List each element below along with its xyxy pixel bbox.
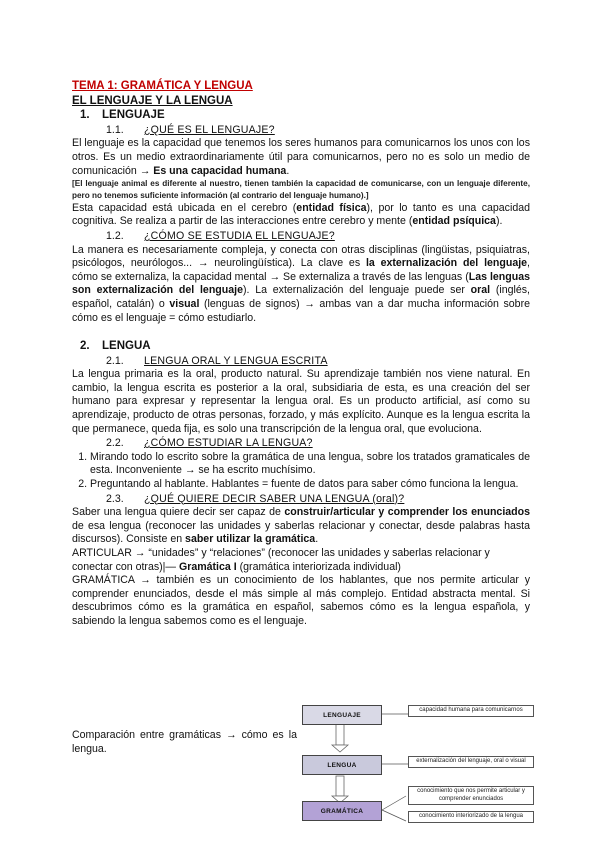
subsection-2-3 <box>72 493 530 507</box>
methods-list <box>72 451 530 492</box>
subsection-1-2 <box>72 230 530 244</box>
section-number: 1. <box>80 109 90 122</box>
lengua-note: externalización del lenguaje, oral o visual <box>408 756 534 768</box>
gramatica-note-1: conocimiento que nos permite articular y comprender enunciados <box>408 786 534 805</box>
subsection-number: 1.2. <box>106 229 124 242</box>
paragraph: La manera es necesariamente compleja, y conecta con otras disciplinas (lingüistas, psiquiatras, psicólogos, neurólogos... → neurolingüística). La clave es la externalización del lenguaje, cómo se externaliza, la capacidad mental → Se externaliza a través de las lenguas (Las lenguas son externalización del lenguaje). La externalización del lenguaje puede ser oral (inglés, español, catalán) o visual (lenguas de signos) → ambas van a dar mucha información sobre cómo es el lenguaje = cómo estudiarlo. <box>72 243 530 324</box>
subsection-title: ¿QUÉ QUIERE DECIR SABER UNA LENGUA (oral)? <box>144 492 405 505</box>
subsection-1-1 <box>72 124 530 138</box>
gramatica-box: GRAMÁTICA <box>302 801 382 821</box>
subsection-number: 2.3. <box>106 492 124 505</box>
subsection-2-2 <box>72 437 530 451</box>
section-2-heading <box>72 340 530 354</box>
paragraph: El lenguaje es la capacidad que tenemos los seres humanos para comunicarnos los unos con los otros. Es un medio extraordinariamente útil para comunicarnos, pero no es solo un medio de comunicación → Es una capacidad humana. <box>72 137 530 177</box>
section-number: 2. <box>80 340 90 353</box>
list-item: 1. Mirando todo lo escrito sobre la gramática de una lengua, sobre los tratados gramaticales de esta. Inconveniente → se ha escrito muchísimo. <box>90 451 530 478</box>
paragraph: La lengua primaria es la oral, producto natural. Su aprendizaje también nos viene natural. En cambio, la lengua escrita es posterior a la oral, subsidiaria de esta, es una creación del ser humano para expresar y representar la lengua oral. Es un producto artificial, así como su aprendizaje, producto de otras personas, forzado, y más explícito. Aunque es la lengua escrita la que permanece, queda fija, es solo una transcripción de la lengua oral, que evoluciona. <box>72 368 530 435</box>
subsection-number: 2.1. <box>106 354 124 367</box>
subsection-title: ¿CÓMO SE ESTUDIA EL LENGUAJE? <box>144 229 335 242</box>
subsection-2-1 <box>72 355 530 369</box>
list-item: 2. Preguntando al hablante. Hablantes = fuente de datos para saber cómo funciona la lengua. <box>90 478 530 492</box>
document-body <box>72 80 530 629</box>
main-heading: EL LENGUAJE Y LA LENGUA <box>72 94 233 107</box>
down-arrow-1-head <box>332 745 348 752</box>
gramatica-note-2: conocimiento interiorizado de la lengua <box>408 811 534 823</box>
paragraph: Saber una lengua quiere decir ser capaz de construir/articular y comprender los enunciados de esa lengua (reconocer las unidades y saberlas relacionar y conectar, desde palabras hasta discursos). Consiste en saber utilizar la gramática. <box>72 506 530 546</box>
subsection-number: 1.1. <box>106 123 124 136</box>
concept-diagram <box>300 700 540 835</box>
connector-line <box>382 810 406 821</box>
lengua-box: LENGUA <box>302 755 382 775</box>
document-title: TEMA 1: GRAMÁTICA Y LENGUA <box>72 80 253 92</box>
paragraph: ARTICULAR → “unidades” y “relaciones” (reconocer las unidades y saberlas relacionar y conectar con otras)|— Gramática I (gramática interiorizada individual) <box>72 547 490 573</box>
paragraph: GRAMÁTICA → también es un conocimiento de los hablantes, que nos permite articular y comprender enunciados, desde el más simple al más complejo. Entidad abstracta mental. Si descubrimos cómo es la gramática en español, sabemos cómo es la lengua española, y sabiendo la lengua sabemos como es el lenguaje. <box>72 574 530 627</box>
animal-language-note: [El lenguaje animal es diferente al nuestro, tienen también la capacidad de comunicarse, con un lenguaje diferente, pero no tenemos suficiente información (al contrario del lenguaje humano).] <box>72 179 530 200</box>
subsection-title: ¿QUÉ ES EL LENGUAJE? <box>144 123 275 136</box>
section-title: LENGUAJE <box>102 109 165 122</box>
connector-line <box>382 796 406 810</box>
comparison-text: Comparación entre gramáticas → cómo es la lengua. <box>72 729 297 755</box>
down-arrow-1 <box>336 722 344 745</box>
subsection-title: ¿CÓMO ESTUDIAR LA LENGUA? <box>144 437 313 450</box>
lenguaje-box: LENGUAJE <box>302 705 382 725</box>
down-arrow-2 <box>336 776 344 796</box>
paragraph: Esta capacidad está ubicada en el cerebro (entidad física), por lo tanto es una capacidad cognitiva. Se realiza a partir de las interacciones entre cerebro y mente (entidad psíquica). <box>72 201 530 228</box>
section-1-heading <box>72 109 530 123</box>
lenguaje-note: capacidad humana para comunicarnos <box>408 705 534 717</box>
subsection-number: 2.2. <box>106 437 124 450</box>
section-title: LENGUA <box>102 340 151 353</box>
subsection-title: LENGUA ORAL Y LENGUA ESCRITA <box>144 354 328 367</box>
